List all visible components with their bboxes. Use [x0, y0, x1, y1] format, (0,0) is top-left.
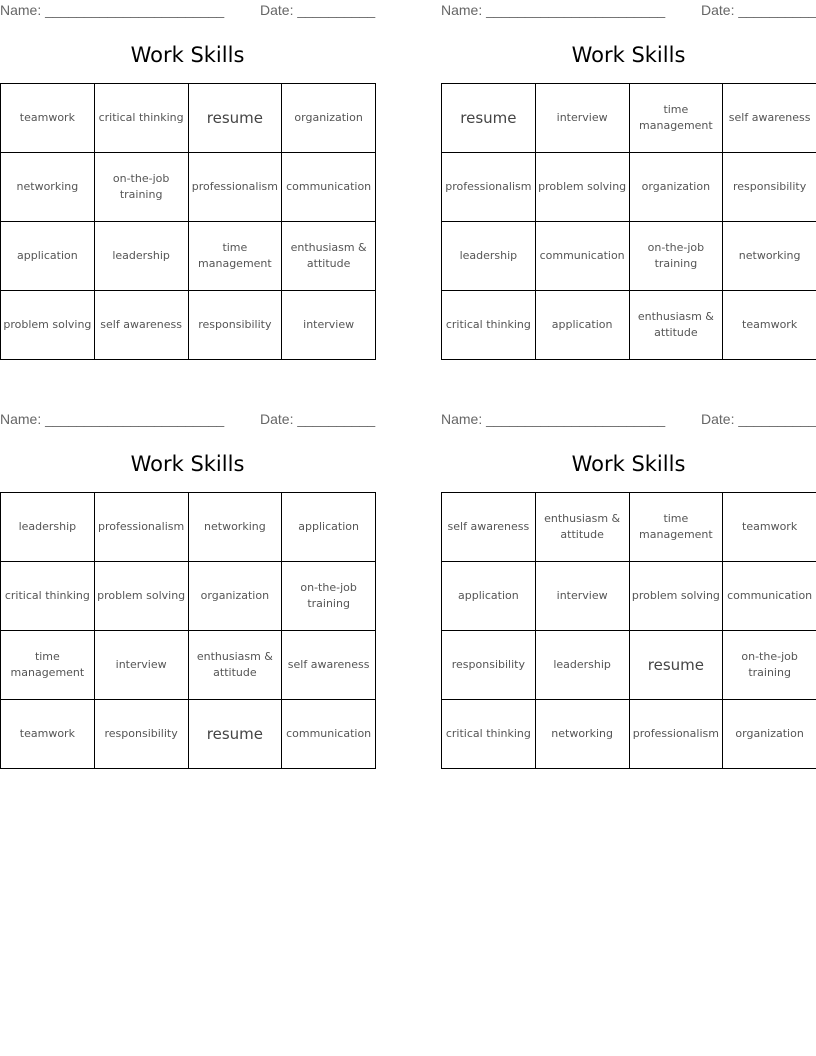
grid-cell: communication: [282, 153, 376, 222]
grid-cell: enthusiasm & attitude: [282, 222, 376, 291]
grid-cell: teamwork: [1, 84, 95, 153]
grid-cell: time management: [1, 631, 95, 700]
grid-row: [442, 631, 816, 700]
card-header: [0, 409, 375, 431]
grid-cell: application: [535, 291, 629, 360]
grid-cell: organization: [188, 562, 282, 631]
grid-cell: organization: [629, 153, 723, 222]
grid-cell: networking: [723, 222, 816, 291]
grid-cell: self awareness: [442, 493, 536, 562]
grid-cell: application: [442, 562, 536, 631]
bingo-grid: [441, 83, 816, 360]
grid-cell: on-the-job training: [723, 631, 816, 700]
grid-cell: teamwork: [723, 291, 816, 360]
grid-cell: enthusiasm & attitude: [629, 291, 723, 360]
grid-cell: interview: [94, 631, 188, 700]
grid-cell: resume: [442, 84, 536, 153]
grid-cell: self awareness: [94, 291, 188, 360]
grid-row: [1, 562, 376, 631]
bingo-grid: [441, 492, 816, 769]
grid-row: [1, 222, 376, 291]
grid-row: [442, 493, 816, 562]
card-title: Work Skills: [130, 43, 245, 67]
grid-cell: critical thinking: [1, 562, 95, 631]
grid-cell: responsibility: [188, 291, 282, 360]
grid-cell: on-the-job training: [94, 153, 188, 222]
grid-row: [442, 700, 816, 769]
grid-cell: responsibility: [94, 700, 188, 769]
grid-cell: resume: [629, 631, 723, 700]
card-header: [441, 0, 816, 22]
grid-cell: professionalism: [94, 493, 188, 562]
date-label: Date: __________: [260, 411, 376, 427]
grid-cell: self awareness: [723, 84, 816, 153]
grid-row: [1, 631, 376, 700]
grid-cell: networking: [535, 700, 629, 769]
grid-cell: on-the-job training: [282, 562, 376, 631]
grid-row: [1, 700, 376, 769]
grid-cell: application: [1, 222, 95, 291]
grid-cell: professionalism: [442, 153, 536, 222]
grid-row: [1, 493, 376, 562]
grid-cell: resume: [188, 84, 282, 153]
grid-cell: interview: [282, 291, 376, 360]
grid-cell: networking: [1, 153, 95, 222]
date-label: Date: __________: [260, 2, 376, 18]
grid-cell: organization: [282, 84, 376, 153]
grid-row: [442, 562, 816, 631]
grid-cell: time management: [188, 222, 282, 291]
grid-cell: communication: [723, 562, 816, 631]
grid-cell: problem solving: [1, 291, 95, 360]
card-header: [0, 0, 375, 22]
card-title: Work Skills: [571, 43, 686, 67]
grid-cell: professionalism: [188, 153, 282, 222]
grid-cell: teamwork: [1, 700, 95, 769]
grid-cell: leadership: [442, 222, 536, 291]
name-label: Name: _______________________: [0, 2, 225, 18]
grid-cell: problem solving: [629, 562, 723, 631]
grid-cell: application: [282, 493, 376, 562]
grid-cell: responsibility: [723, 153, 816, 222]
grid-cell: leadership: [94, 222, 188, 291]
grid-cell: time management: [629, 84, 723, 153]
grid-row: [442, 153, 816, 222]
grid-cell: resume: [188, 700, 282, 769]
grid-row: [442, 84, 816, 153]
name-label: Name: _______________________: [441, 411, 666, 427]
bingo-grid: [0, 83, 376, 360]
date-label: Date: __________: [701, 2, 816, 18]
name-label: Name: _______________________: [441, 2, 666, 18]
grid-cell: professionalism: [629, 700, 723, 769]
bingo-grid: [0, 492, 376, 769]
grid-cell: networking: [188, 493, 282, 562]
grid-row: [442, 222, 816, 291]
grid-cell: critical thinking: [94, 84, 188, 153]
grid-cell: interview: [535, 562, 629, 631]
grid-cell: teamwork: [723, 493, 816, 562]
card-title: Work Skills: [571, 452, 686, 476]
grid-cell: time management: [629, 493, 723, 562]
name-label: Name: _______________________: [0, 411, 225, 427]
grid-cell: problem solving: [94, 562, 188, 631]
card-header: [441, 409, 816, 431]
grid-cell: responsibility: [442, 631, 536, 700]
grid-cell: on-the-job training: [629, 222, 723, 291]
grid-cell: enthusiasm & attitude: [188, 631, 282, 700]
grid-cell: leadership: [1, 493, 95, 562]
grid-row: [1, 153, 376, 222]
grid-row: [1, 84, 376, 153]
grid-cell: enthusiasm & attitude: [535, 493, 629, 562]
grid-row: [1, 291, 376, 360]
grid-cell: communication: [535, 222, 629, 291]
date-label: Date: __________: [701, 411, 816, 427]
grid-cell: organization: [723, 700, 816, 769]
card-title: Work Skills: [130, 452, 245, 476]
grid-cell: communication: [282, 700, 376, 769]
grid-cell: leadership: [535, 631, 629, 700]
grid-cell: critical thinking: [442, 291, 536, 360]
grid-cell: interview: [535, 84, 629, 153]
grid-cell: problem solving: [535, 153, 629, 222]
grid-cell: self awareness: [282, 631, 376, 700]
grid-cell: critical thinking: [442, 700, 536, 769]
grid-row: [442, 291, 816, 360]
